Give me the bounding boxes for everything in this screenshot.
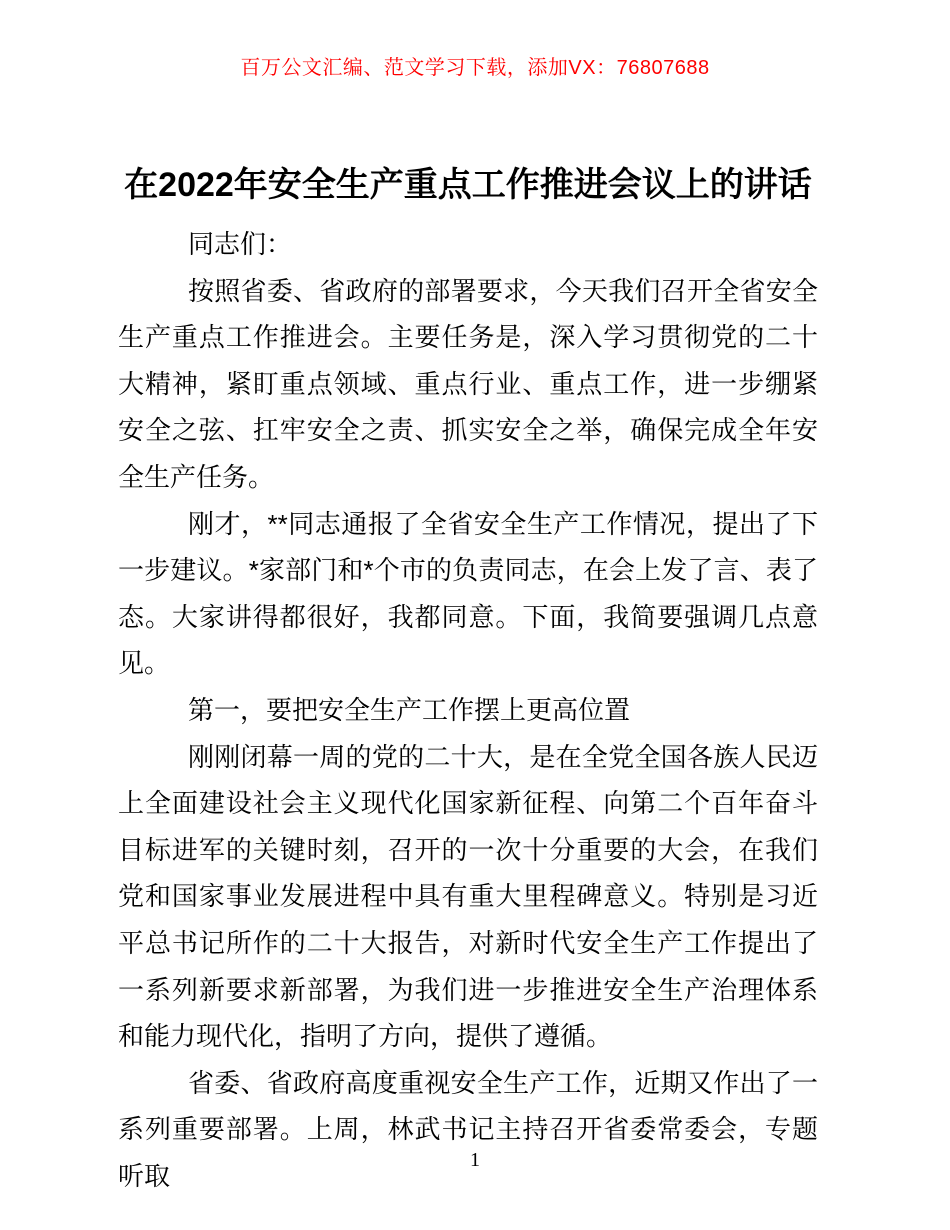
paragraph: 第一，要把安全生产工作摆上更高位置 bbox=[188, 694, 631, 725]
document-title: 在2022年安全生产重点工作推进会议上的讲话 bbox=[124, 166, 812, 204]
document-body bbox=[118, 221, 818, 1199]
paragraph: 按照省委、省政府的部署要求，今天我们召开全省安全生产重点工作推进会。主要任务是，深入学习贯彻党的二十大精神，紧盯重点领域、重点行业、重点工作，进一步绷紧安全之弦、扛牢安全之责、抓实安全之举，确保完成全年安全生产任务。 bbox=[118, 275, 818, 492]
paragraph: 刚刚闭幕一周的党的二十大，是在全党全国各族人民迈上全面建设社会主义现代化国家新征程、向第二个百年奋斗目标进军的关键时刻，召开的一次十分重要的大会，在我们党和国家事业发展进程中具有重大里程碑意义。特别是习近平总书记所作的二十大报告，对新时代安全生产工作提出了一系列新要求新部署，为我们进一步推进安全生产治理体系和能力现代化，指明了方向，提供了遵循。 bbox=[118, 741, 818, 1052]
paragraph: 刚才，**同志通报了全省安全生产工作情况，提出了下一步建议。*家部门和*个市的负责同志，在会上发了言、表了态。大家讲得都很好，我都同意。下面，我简要强调几点意见。 bbox=[118, 508, 818, 679]
paragraph: 同志们： bbox=[188, 229, 293, 259]
paragraph: 省委、省政府高度重视安全生产工作，近期又作出了一系列重要部署。上周，林武书记主持召开省委常委会，专题听取 bbox=[118, 1067, 818, 1191]
header-notice: 百万公文汇编、范文学习下载，添加VX：76807688 bbox=[240, 57, 710, 79]
page-number: 1 bbox=[470, 1149, 480, 1171]
